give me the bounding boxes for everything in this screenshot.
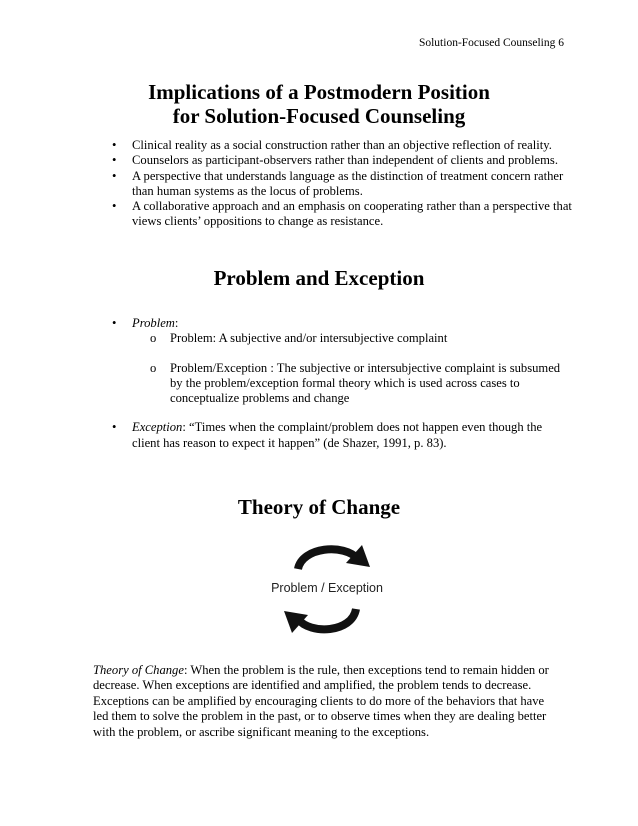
list-item-exception [112,420,572,451]
exception-text: : “Times when the complaint/problem does not happen even though the client has reason to expect it happen” (de Shazer, 1991, p. 83). [132,420,543,450]
section-title-implications [0,80,638,128]
list-item: • Counselors as participant-observers rather than independent of clients and problems. [112,153,572,168]
list-item: • A perspective that understands language as the distinction of treatment concern rather than human systems as the locus of problems. [112,169,572,200]
problem-term: Problem [132,316,175,330]
section-title-problem-exception: Problem and Exception [213,266,425,290]
title-line-1: Implications of a Postmodern Position [148,80,490,104]
theory-term: Theory of Change [93,663,184,677]
section-title-theory-of-change: Theory of Change [237,495,401,519]
exception-term: Exception [132,420,183,435]
theory-of-change-paragraph [93,663,549,740]
problem-colon: : [174,316,179,330]
title-line-2: for Solution-Focused Counseling [172,104,466,128]
sub-list-item: o Problem: A subjective and/or intersubjective complaint [150,331,572,346]
running-head: Solution-Focused Counseling 6 [418,37,564,49]
list-item: • Clinical reality as a social construction rather than an objective reflection of reality. [112,138,572,153]
sub-list-item: o Problem/Exception : The subjective or intersubjective complaint is subsumed by the problem/exception formal theory which is used across cases to conceptualize problems and change [150,361,572,407]
list-item: • A collaborative approach and an emphasis on cooperating rather than a perspective that views clients’ oppositions to change as resistance. [112,199,572,230]
problem-sublist [132,331,572,406]
curved-arrow-bottom-icon [262,543,392,635]
problem-exception-list [112,316,572,451]
cycle-label: Problem / Exception [271,581,383,595]
theory-text: : When the problem is the rule, then exceptions tend to remain hidden or decrease. When exceptions are identified and amplified, the problem tends to decrease. Exceptions can be amplified by encouraging clients to do more of the behaviors that have led them to solve the problem in the past, or to observe times when they are dealing better with the problem, or ascribe significant meaning to the exceptions. [93,663,549,739]
list-item-problem [112,316,572,406]
implications-list [112,138,572,230]
problem-exception-cycle-diagram [262,543,392,635]
